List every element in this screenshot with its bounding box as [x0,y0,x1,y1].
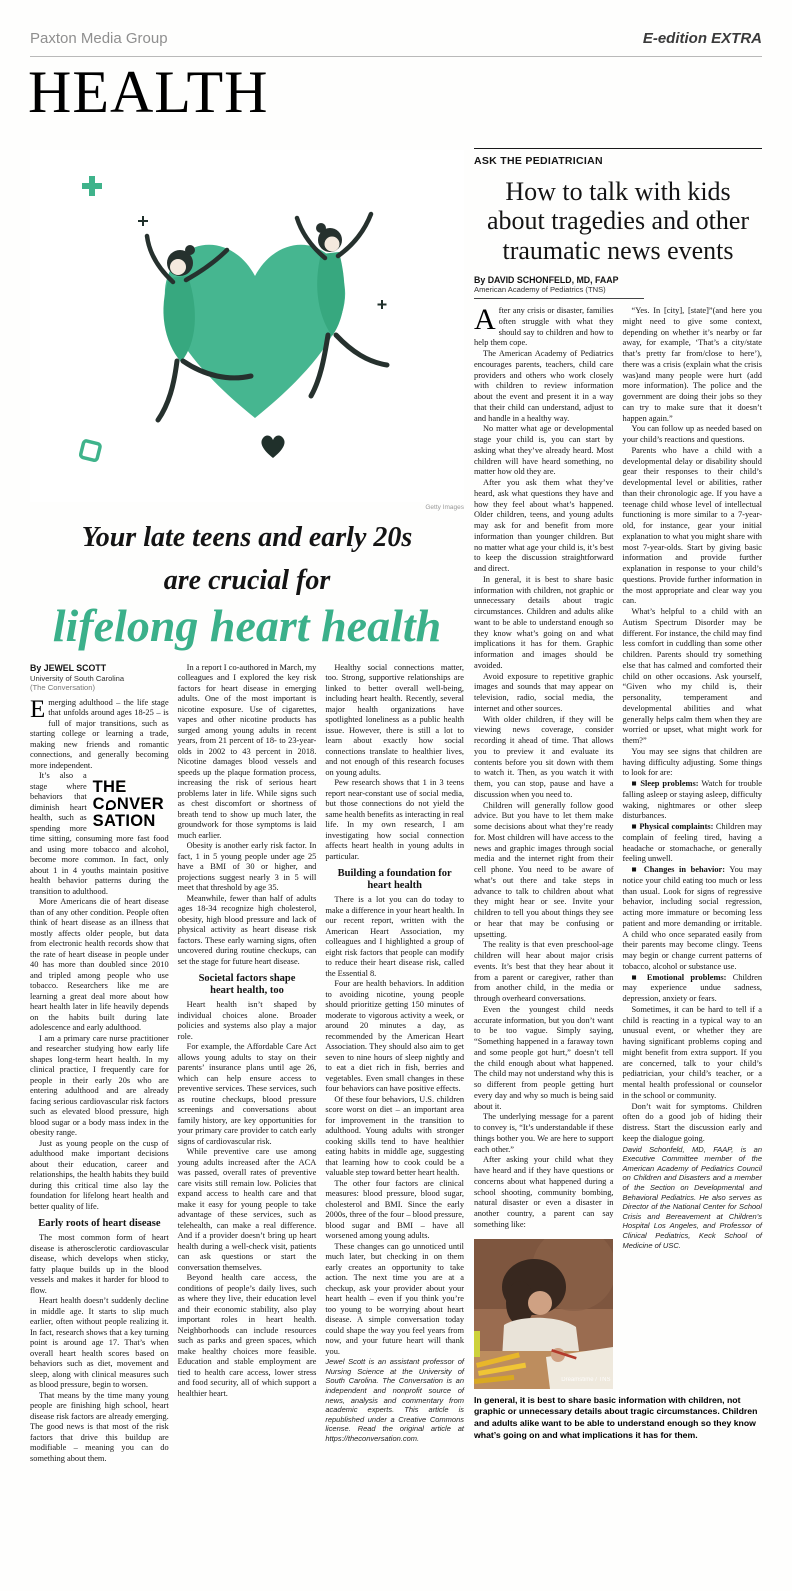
lead-paragraph-text: fter any crisis or disaster, families often struggle with what they should say to children and how to help them cope. [474,306,614,348]
right-headline-line-1: How to talk with kids [505,177,731,206]
right-headline-line-3: traumatic news events [502,235,734,265]
paragraph: You can follow up as needed based on your child’s reactions and questions. [622,424,762,445]
paragraph: Avoid exposure to repetitive graphic images and sounds that may appear on television, radio, social media, the internet and other sources. [474,671,614,713]
paragraph: With older children, if they will be viewing news coverage, consider recording it ahead of time. That allows you to preview it and evaluate its contents before you sit down with them to watch it. Then, as you watch it with them, you can stop, pause and have a discussion when you need to. [474,714,614,799]
paragraph: Meanwhile, fewer than half of adults ages 18-34 recognize high cholesterol, obesity, high blood pressure and lack of physical activity as heart disease risk factors. These early warning signs, often uncovered during routine checkups, can set the stage for future heart disease. [177,893,317,966]
paragraph: There is a lot you can do today to make a difference in your heart health. In our recent report, written with the American Heart Association, my colleagues and I highlighted a group of eight risk factors that people can modify to reduce their heart disease risk, called the Essential 8. [325,895,465,978]
author-tagline: Jewel Scott is an assistant professor of Nursing Science at the University of South Carolina. The Conversation is an independent and nonprofit source of news, analysis and commentary from academic experts. This article is republished under a Creative Commons license. Read the original article at https://theconversation.com. [325,1357,465,1443]
byline-source: (The Conversation) [30,683,95,693]
lead-paragraph-text: merging adulthood – the life stage that unfolds around ages 18-25 – is full of major transitions, such as starting college or learning a trade, making new friends and romantic connections, and generally becoming more independent. [30,697,169,770]
paragraph: Pew research shows that 1 in 3 teens report near-constant use of social media, but those connections do not yield the same health benefits as interacting in real life. In my own research, I am investigating how social connection affects heart health in young adults in particular. [325,778,465,861]
right-headline [474,177,762,265]
the-conversation-logo [93,779,169,829]
child-drawing-photo [474,1239,614,1389]
byline-org: American Academy of Pediatrics (TNS) [474,285,606,295]
speech-bubble-o-icon [106,800,116,810]
article-columns [30,663,464,1465]
kicker: ASK THE PEDIATRICIAN [474,148,762,167]
photo-caption: In general, it is best to share basic information with children, not graphic or unnecessary details about tragic circumstances. Children and adults alike want to be able to understand enough so they know what’s going on and what implications it has for them. [474,1394,758,1440]
paragraph: Beyond health care access, the conditions of people’s daily lives, such as where they live, their education level and their economic stability, also play important roles in heart health. Neighborhoods can include resources such as parks and green spaces, which make healthy choices more feasible. Education and stable employment are tied to health care access, lower stress and food security, all of which support a healthier heart. [177,1273,317,1398]
edition-label: E-edition EXTRA [642,30,762,47]
paragraph-group [178,1000,317,1399]
section-title: HEALTH [28,59,269,125]
paragraph: ■ Changes in behavior: You may notice your child eating too much or less than usual. Look for signs of regressive behavior, including social regression, acting more immature or becoming less patient and more demanding or irritable. A child who once separated easily from their parents may become clingy. Teens may begin or change current patterns of tobacco, alcohol or substance use. [622,865,762,971]
paragraph-group [623,306,763,1145]
dancing-figures-heart-image [30,150,464,502]
paragraph: No matter what age or developmental stage your child is, you can start by asking what they’ve already heard. Most children will have heard something, no matter how old they are. [474,424,614,477]
photo-credit: Dreamstime / TNS [561,1376,611,1383]
heart-illustration [30,150,464,511]
subhead-early-roots: Early roots of heart disease [38,1218,161,1230]
publisher-name: Paxton Media Group [30,30,168,47]
logo-line-3: SATION [92,811,156,830]
column-3 [325,663,464,1465]
paragraph: I am a primary care nurse practitioner and researcher studying how early life shapes long-term heart health. In my clinical practice, I frequently care for people in their early 20s who are entering adulthood and are already facing serious cardiovascular risk factors such as elevated blood pressure, high blood sugar or a body mass index in the obesity range. [30,1033,169,1138]
paragraph: Healthy social connections matter, too. Strong, supportive relationships are linked to better overall well-being, including heart health. Recently, several major health organizations have spotlighted loneliness as a public health issue. However, there is still a lot to learn about exactly how social connections translate to healthier lives, and not enough of this research focuses on young adults. [325,662,465,777]
logo-line-2-post: NVER [116,794,164,813]
logo-line-2 [93,796,169,813]
drop-cap: A [474,303,496,337]
subhead-building-foundation: Building a foundation for heart health [337,868,452,892]
paragraph: That means by the time many young people are finishing high school, heart disease risk factors are already emerging. The good news is that most of the risk factors that drive this buildup are modifiable – meaning you can do something about them. [30,1390,169,1463]
lead-paragraph [30,695,169,772]
paragraph-group [178,663,317,968]
paragraph-group [325,663,464,863]
headline-block [30,523,464,649]
column-b [623,306,763,1389]
paragraph: For example, the Affordable Care Act allows young adults to stay on their parents’ insurance plans until age 26, which can help ensure access to preventive services. These services, such as routine checkups, blood pressure screenings and conversations about family history, are key opportunities for your primary care provider to catch early signs of cardiovascular risk. [177,1042,317,1146]
heart-health-article [30,150,464,1464]
paragraph: These changes can go unnoticed until much later, but checking in on them early creates an opportunity to take action. The next time you are at a checkup, ask your provider about your heart health – even if you think you’re too young to be worrying about heart disease. A simple conversation today could shape the way you feel years from now, and your future heart will thank you. [325,1241,465,1356]
paragraph: It’s also a stage where behaviors that diminish heart health, such as spending more time sitting, consuming more fast food and using more tobacco and alcohol, become more common. In fact, only about 1 in 4 youths maintain positive health behavior patterns during the transition to adulthood. [30,771,169,896]
byline-org: University of South Carolina [30,673,125,683]
headline-accent: lifelong heart health [52,599,442,651]
paragraph: Sometimes, it can be hard to tell if a child is reacting in a typical way to an unusual event, or whether they are having significant problems coping and might benefit from extra support. If you are concerned, talk to your child’s pediatrician, your child’s teacher, or a mental health professional or counselor in the school or community. [622,1004,762,1100]
right-headline-line-2: about tragedies and other [486,206,750,236]
column-1 [30,663,169,1465]
drop-cap: E [30,695,46,723]
byline: By JEWEL SCOTT [30,662,107,673]
byline-block [474,275,644,299]
paragraph: The most common form of heart disease is atherosclerotic cardiovascular disease, which develops when sticky, fatty plaque builds up in the blood vessels and makes it harder for blood to flow. [30,1233,169,1295]
paragraph: The reality is that even preschool-age children will hear about major crisis events. It’s best that they hear about it from a parent or caregiver, rather than from another child, in the media or through overheard conversations. [474,940,614,1004]
paragraph: Parents who have a child with a developmental delay or disability should gear their responses to their child’s developmental level or abilities, rather than their chronologic age. If you have a teenage child whose level of intellectual functioning is more similar to a 7-year-old, for instance, gear your initial explanation to what you might share with most 7-year-olds. Start by giving basic information and provide further explanation in response to your child’s questions. Provide further information in the most appropriate and clear way you can. [622,445,762,606]
paragraph: The American Academy of Pediatrics encourages parents, teachers, child care providers and others who work closely with children to review information about the event and present it in a way that their child can understand, adjust to and handle in a healthy way. [474,349,614,423]
column-2 [178,663,317,1465]
lead-paragraph [474,303,614,349]
image-credit: Getty Images [425,504,464,511]
subhead-societal-factors: Societal factors shape heart health, too [198,973,296,997]
logo-line-2-pre: C [92,794,105,813]
paragraph: Four are health behaviors. In addition to avoiding nicotine, young people should prioritize getting 150 minutes of moderate to vigorous activity a week, or around 20 minutes a day, as recommended by the American Heart Association. They should also aim to get seven to nine hours of sleep nightly and to eat a diet rich in fish, berries and vegetables. Even small changes in these four behaviors can have positive effects. [325,979,465,1094]
paragraph: Just as young people on the cusp of adulthood make important decisions about their education, career and relationships, the health habits they build during this critical time also lay the foundation for lifelong heart health and better quality of life. [30,1138,169,1211]
paragraph: What’s helpful to a child with an Autism Spectrum Disorder may be different. For instance, the child may find less comfort in cuddling than some other children. Parents should try something else that has calmed and comforted their child on other occasions. Ask yourself, “Given who my child is, their personality, temperament and developmental abilities and what generally helps calm them when they are worried or upset, what might work for them?” [622,607,762,746]
paragraph: In general, it is best to share basic information with children, not graphic or unnecessary details about tragic circumstances. Children and adults alike want to be able to understand enough so they know what’s going on and what implications it has for them. Graphic information and images should be avoided. [474,574,614,670]
paragraph: You may see signs that children are having difficulty adjusting. Some things to look for are: [622,746,762,778]
paragraph: Even the youngest child needs accurate information, but you don’t want to be too vague. Simply saying, “Something happened in a faraway town and some people got hurt,” doesn’t tell the child enough about what happened. The child may not understand why this is so different from people getting hurt every day and why so much is being said about it. [474,1004,614,1111]
paragraph: Obesity is another early risk factor. In fact, 1 in 5 young people under age 25 have a BMI of 30 or higher, and projections suggest nearly 3 in 5 will meet that threshold by age 35. [177,841,317,893]
paragraph-group [474,349,614,1231]
paragraph-group [30,1233,169,1464]
author-bio: David Schonfeld, MD, FAAP, is an Executive Committee member of the American Academy of Pediatrics Council on Children and Disasters and a member of the Section on Developmental and Behavioral Pediatrics. He also serves as Director of the National Center for School Crisis and Bereavement at Children’s Hospital Los Angeles, and Professor of Clinical Pediatrics, Keck School of Medicine of USC. [622,1144,762,1250]
paragraph: Heart health isn’t shaped by individual choices alone. Broader policies and systems also play a major role. [177,1000,317,1041]
paragraph: While preventive care use among young adults increased after the ACA was passed, overall rates of preventive care visits still remain low. Policies that expand access to health care and that make it easy for young people to take advantage of these services, such as telehealth, can make a real difference. And if a provider doesn’t bring up heart health during a well-check visit, patients can ask questions or start the conversation themselves. [177,1147,317,1272]
child-drawing-image [474,1239,613,1389]
paragraph: Of these four behaviors, U.S. children score worst on diet – an important area for improvement in the transition to adulthood. Young adults with stronger cooking skills tend to have healthier eating habits in middle age, suggesting that learning how to cook could be a valuable step toward better heart health. [325,1094,465,1178]
byline: By DAVID SCHONFELD, MD, FAAP [474,275,619,286]
paragraph: The underlying message for a parent to convey is, “It’s understandable if these things bother you. We are here to support each other.” [474,1112,614,1154]
paragraph: In a report I co-authored in March, my colleagues and I explored the key risk factors for heart disease in emerging adults. One of the most important is nicotine exposure. Use of cigarettes, vapes and other nicotine products has surged among young adults in recent years, from 21 percent of 18- to 23-year-olds in 2002 to 43 percent in 2018. Nicotine damages blood vessels and speeds up the plaque formation process, increasing the risk of serious heart problems later in life. While signs such as chest discomfort or shortness of breath tend to show up much later, the groundwork for those symptoms is laid much earlier. [177,662,317,840]
paragraph: After asking your child what they have heard and if they have questions or concerns about what happened during a school shooting, community bombing, natural disaster or even a disaster in another country, a parent can say something like: [474,1155,614,1229]
paragraph: Don’t wait for symptoms. Children often do a good job of hiding their distress. Start the discussion early and keep the dialogue going. [622,1101,762,1143]
masthead [30,30,762,57]
ask-the-pediatrician-article [474,148,762,1442]
paragraph: Heart health doesn’t suddenly decline in middle age. It starts to slip much earlier, often without people realizing it. In fact, research shows that a key turning point is around age 17. That’s when overall heart health scores based on behaviors such as diet, movement and sleep, along with clinical measures such as blood pressure, begin to worsen. [30,1296,169,1390]
logo-line-1: THE [92,778,127,797]
paragraph: The other four factors are clinical measures: blood pressure, blood sugar, cholesterol and BMI. Since the early 2000s, three of the four – blood pressure, blood sugar and BMI – have all worsened among young adults. [325,1178,465,1241]
article-columns [474,303,763,1389]
paragraph: After you ask them what they’ve heard, ask what questions they have and how they feel about what’s happened. Older children, teens, and young adults may ask for and benefit from more information than younger children. But no matter what age your child is, it’s best to keep the discussion straightforward and direct. [474,478,614,574]
column-a [474,303,614,1389]
paragraph-group [325,895,464,1357]
headline-line-2: are crucial for [163,564,331,596]
paragraph: ■ Emotional problems: Children may experience undue sadness, depression, anxiety or fears. [622,972,763,1004]
paragraph: ■ Sleep problems: Watch for trouble falling asleep or staying asleep, difficulty waking, nightmares or other sleep disturbances. [622,779,762,821]
paragraph-group [30,897,169,1212]
paragraph: Children will generally follow good advice. But you have to let them make some decisions about what they’re ready for. Most children will have access to the news and graphic images through social media and the internet right from their cell phone. You need to be aware of what’s out there and take steps in advance to talk to children about what they might hear or see. Invite your children to tell you about things they see or hear that may be confusing or upsetting. [474,800,614,939]
byline-block [30,663,169,693]
paragraph: “Yes. In [city], [state]”(and here you might need to give some context, depending on whether it’s nearby or far away, for example, ‘That’s a city/state that’s pretty far from/close to here’), there was a crisis (explain what the crisis was)and many people were hurt (add more information). The police and the government are doing their jobs so they can try to make sure that it doesn’t happen again.” [622,306,762,423]
headline-line-1: Your late teens and early 20s [81,522,413,553]
paragraph: ■ Physical complaints: Children may complain of feeling tired, having a headache or stomachache, or generally feeling unwell. [622,822,762,864]
paragraph: More Americans die of heart disease than of any other condition. People often think of heart disease as an illness that mostly affects older people, but data from electronic health records show that the rate of heart disease in people under 40 has more than doubled since 2010 and tripled among people who use tobacco. Researchers like me are learning a great deal more about how heart health later in life heavily depends on the habits built during late adolescence and early adulthood. [30,897,169,1033]
